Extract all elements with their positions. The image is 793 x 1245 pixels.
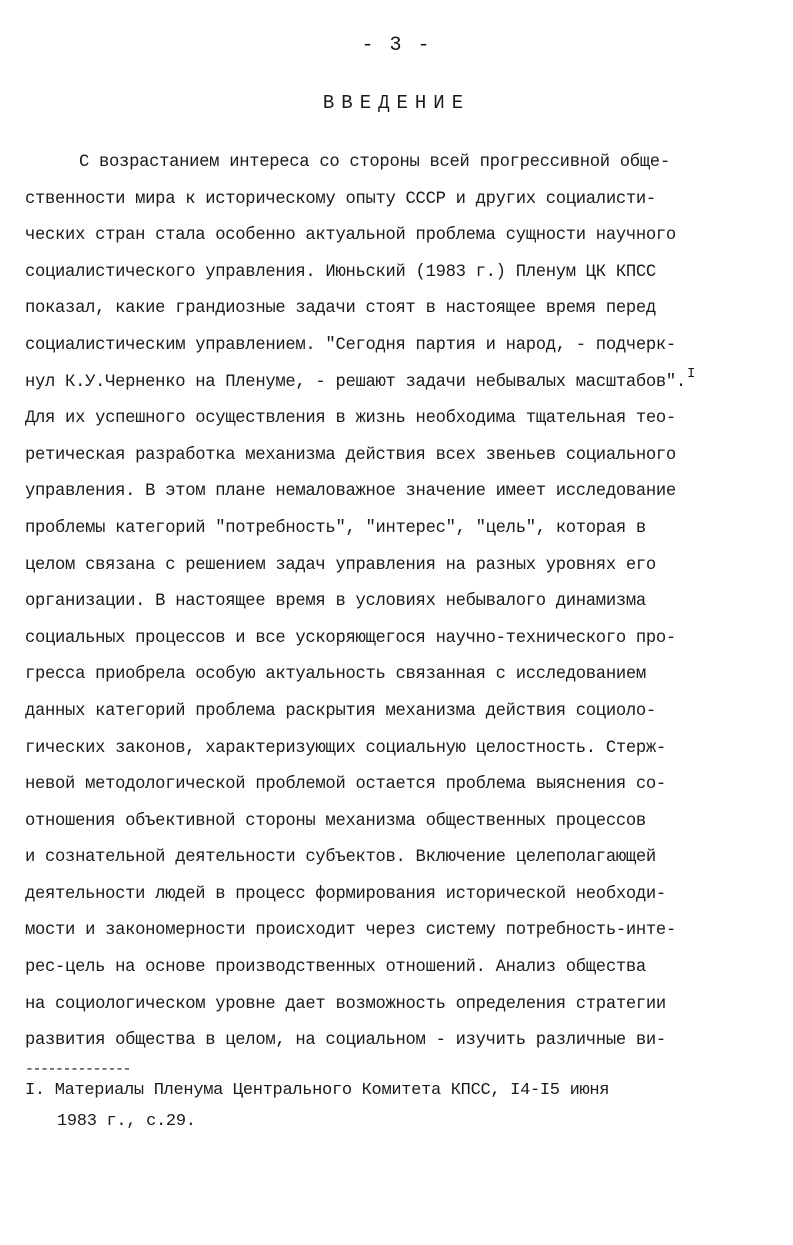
text-line: на социологическом уровне дает возможность определения стратегии: [25, 994, 666, 1014]
footnote-separator: --------------: [25, 1061, 131, 1078]
text-line: мости и закономерности происходит через систему потребность-инте-: [25, 921, 676, 941]
footnote-line: I. Материалы Пленума Центрального Комитета КПСС, I4-I5 июня: [25, 1081, 610, 1100]
text-line: социалистического управления. Июньский (1983 г.) Пленум ЦК КПСС: [25, 262, 656, 282]
text-line: показал, какие грандиозные задачи стоят в настоящее время перед: [25, 299, 656, 319]
text-line: рес-цель на основе производственных отношений. Анализ общества: [25, 958, 646, 978]
text-line: ческих стран стала особенно актуальной проблема сущности научного: [25, 226, 676, 246]
page-number: - 3 -: [361, 34, 432, 57]
text-line: организации. В настоящее время в условиях небывалого динамизма: [25, 592, 646, 612]
text-line: целом связана с решением задач управления на разных уровнях его: [25, 555, 656, 575]
text-line: Для их успешного осуществления в жизнь необходима тщательная тео-: [25, 409, 676, 429]
text-line: социальных процессов и все ускоряющегося научно-технического про-: [25, 628, 676, 648]
text-line: невой методологической проблемой остается проблема выяснения со-: [25, 775, 666, 795]
text-line: ственности мира к историческому опыту СССР и других социалисти-: [25, 189, 656, 209]
text-line: деятельности людей в процесс формирования исторической необходи-: [25, 884, 666, 904]
text-line: гических законов, характеризующих социальную целостность. Стерж-: [25, 738, 666, 758]
footnote-reference: I: [686, 365, 696, 382]
text-line: управления. В этом плане немаловажное значение имеет исследование: [25, 482, 676, 502]
text-line: ретическая разработка механизма действия всех звеньев социального: [25, 445, 676, 465]
body-text: [25, 145, 765, 1060]
text-line: С возрастанием интереса со стороны всей прогрессивной обще-: [79, 153, 670, 172]
footnote: [25, 1075, 765, 1137]
text-line: социалистическим управлением. "Сегодня партия и народ, - подчерк-: [25, 335, 676, 355]
section-heading: ВВЕДЕНИЕ: [322, 92, 471, 114]
text-line: проблемы категорий "потребность", "интерес", "цель", которая в: [25, 518, 646, 538]
text-line: развития общества в целом, на социальном - изучить различные ви-: [25, 1031, 666, 1051]
text-line: отношения объективной стороны механизма общественных процессов: [25, 811, 646, 831]
footnote-line: 1983 г., с.29.: [57, 1112, 196, 1131]
text-line: и сознательной деятельности субъектов. Включение целеполагающей: [25, 848, 656, 868]
text-line: нул К.У.Черненко на Пленуме, - решают задачи небывалых масштабов".: [25, 372, 686, 392]
text-line-with-footnote: [25, 365, 765, 402]
text-line: гресса приобрела особую актуальность связанная с исследованием: [25, 665, 646, 685]
text-line: данных категорий проблема раскрытия механизма действия социоло-: [25, 701, 656, 721]
